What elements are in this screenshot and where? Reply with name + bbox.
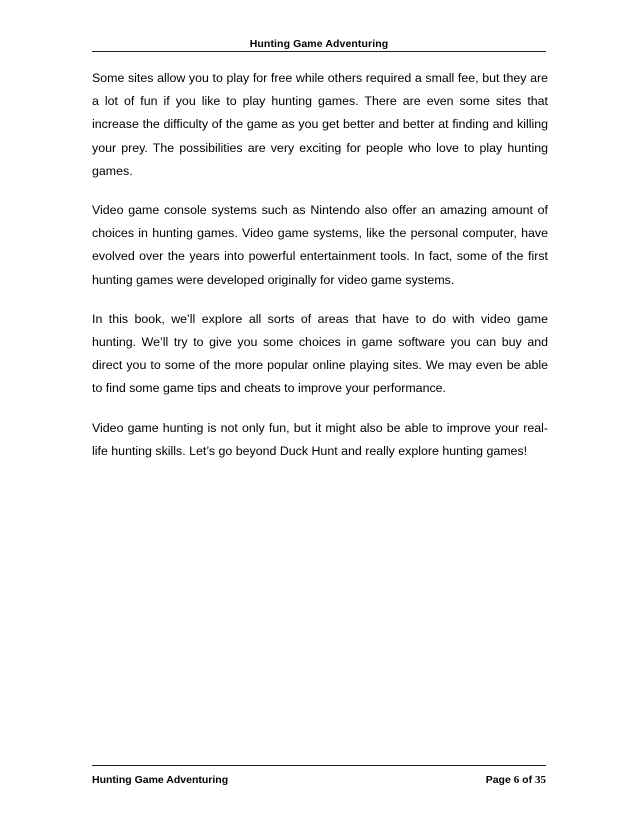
total-pages: 35 xyxy=(535,774,546,786)
footer-title: Hunting Game Adventuring xyxy=(92,774,229,786)
paragraph-3: In this book, we’ll explore all sorts of areas that have to do with video game hunting. We’ll try to give you some choices in game software you can buy and direct you to some of the more popular online playing sites. We may even be able to find some game tips and cheats to improve your performance. xyxy=(92,311,548,396)
paragraph-1: Some sites allow you to play for free while others required a small fee, but they are a lot of fun if you like to play hunting games. There are even some sites that increase the difficulty of the game as you get better and better at finding and killing your prey. The possibilities are very exciting for people who love to play hunting games. xyxy=(92,71,548,178)
header-divider xyxy=(92,51,546,52)
page-indicator xyxy=(486,774,546,786)
page-number: 6 xyxy=(513,774,520,786)
page-body xyxy=(92,67,548,479)
footer-divider xyxy=(92,765,546,766)
of-label: of xyxy=(522,774,533,786)
page-header-title: Hunting Game Adventuring xyxy=(249,38,389,50)
page-label: Page xyxy=(485,774,511,786)
paragraph-4: Video game hunting is not only fun, but it might also be able to improve your real-life hunting skills. Let’s go beyond Duck Hunt and really explore hunting games! xyxy=(92,420,548,458)
paragraph-2: Video game console systems such as Nintendo also offer an amazing amount of choices in hunting games. Video game systems, like the personal computer, have evolved over the years into powerful entertainment tools. In fact, some of the first hunting games were developed originally for video game systems. xyxy=(92,203,548,287)
